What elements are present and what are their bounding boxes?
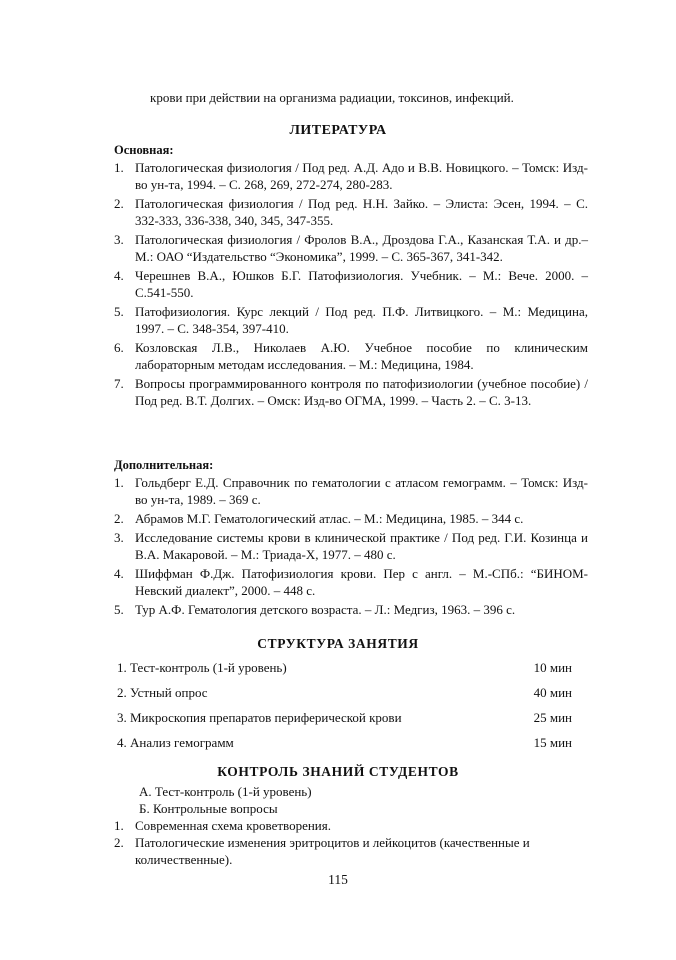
list-item: 5. Патофизиология. Курс лекций / Под ред. П.Ф. Литвицкого. – М.: Медицина, 1997. – С. 348-354, 397-410.	[114, 304, 588, 336]
extra-literature-list	[114, 474, 588, 620]
literature-heading: ЛИТЕРАТУРА	[289, 123, 387, 138]
list-item: 2. Патологические изменения эритроцитов и лейкоцитов (качественные и количественные).	[114, 835, 530, 867]
structure-item: 1. Тест-контроль (1-й уровень)	[117, 660, 287, 675]
list-item: 6. Козловская Л.В., Николаев А.Ю. Учебное пособие по клиническим лабораторным методам исследования. – М.: Медицина, 1984.	[114, 340, 588, 372]
list-item: 7. Вопросы программированного контроля по патофизиологии (учебное пособие) / Под ред. В.Т. Долгих. – Омск: Изд-во ОГМА, 1999. – Часть 2. – С. 3-13.	[114, 376, 588, 408]
table-row	[117, 735, 577, 760]
structure-heading: СТРУКТУРА ЗАНЯТИЯ	[257, 636, 419, 651]
table-row	[117, 660, 577, 685]
structure-duration: 25 мин	[533, 710, 572, 725]
list-item: 3. Патологическая физиология / Фролов В.А., Дроздова Г.А., Казанская Т.А. и др.– М.: ОАО “Издательство “Экономика”, 1999. – С. 365-367, 341-342.	[114, 232, 588, 264]
list-item: 5. Тур А.Ф. Гематология детского возраста. – Л.: Медгиз, 1963. – 396 с.	[114, 602, 516, 617]
intro-line: крови при действии на организма радиации, токсинов, инфекций.	[150, 90, 514, 105]
list-item: 1. Современная схема кроветворения.	[114, 818, 331, 833]
structure-item: 2. Устный опрос	[117, 685, 208, 700]
list-item: 2. Абрамов М.Г. Гематологический атлас. – М.: Медицина, 1985. – 344 с.	[114, 511, 524, 526]
table-row	[117, 710, 577, 735]
control-section	[114, 783, 588, 868]
list-item: 1. Патологическая физиология / Под ред. А.Д. Адо и В.В. Новицкого. – Томск: Изд-во ун-та, 1994. – С. 268, 269, 272-274, 280-283.	[114, 160, 588, 192]
list-item: 1. Гольдберг Е.Д. Справочник по гематологии с атласом гемограмм. – Томск: Изд-во ун-та, 1989. – 369 с.	[114, 475, 588, 507]
control-item-b: Б. Контрольные вопросы	[139, 801, 278, 816]
extra-literature-label: Дополнительная:	[114, 458, 214, 472]
structure-table	[117, 660, 577, 760]
page-number: 115	[328, 872, 348, 887]
main-literature-list	[114, 159, 588, 411]
list-item: 4. Черешнев В.А., Юшков Б.Г. Патофизиология. Учебник. – М.: Вече. 2000. – С.541-550.	[114, 268, 588, 300]
table-row	[117, 685, 577, 710]
control-item-a: А. Тест-контроль (1-й уровень)	[139, 784, 312, 799]
main-literature-label: Основная:	[114, 143, 174, 157]
list-item: 3. Исследование системы крови в клинической практике / Под ред. Г.И. Козинца и В.А. Макаровой. – М.: Триада-Х, 1977. – 480 с.	[114, 530, 588, 562]
control-heading: КОНТРОЛЬ ЗНАНИЙ СТУДЕНТОВ	[217, 764, 459, 779]
structure-item: 3. Микроскопия препаратов периферической крови	[117, 710, 402, 725]
structure-duration: 15 мин	[533, 735, 572, 750]
structure-duration: 40 мин	[533, 685, 572, 700]
structure-item: 4. Анализ гемограмм	[117, 735, 234, 750]
list-item: 2. Патологическая физиология / Под ред. Н.Н. Зайко. – Элиста: Эсен, 1994. – С. 332-333, 336-338, 340, 345, 347-355.	[114, 196, 588, 228]
list-item: 4. Шиффман Ф.Дж. Патофизиология крови. Пер с англ. – М.-СПб.: “БИНОМ-Невский диалект”, 2000. – 448 с.	[114, 566, 588, 598]
structure-duration: 10 мин	[533, 660, 572, 675]
